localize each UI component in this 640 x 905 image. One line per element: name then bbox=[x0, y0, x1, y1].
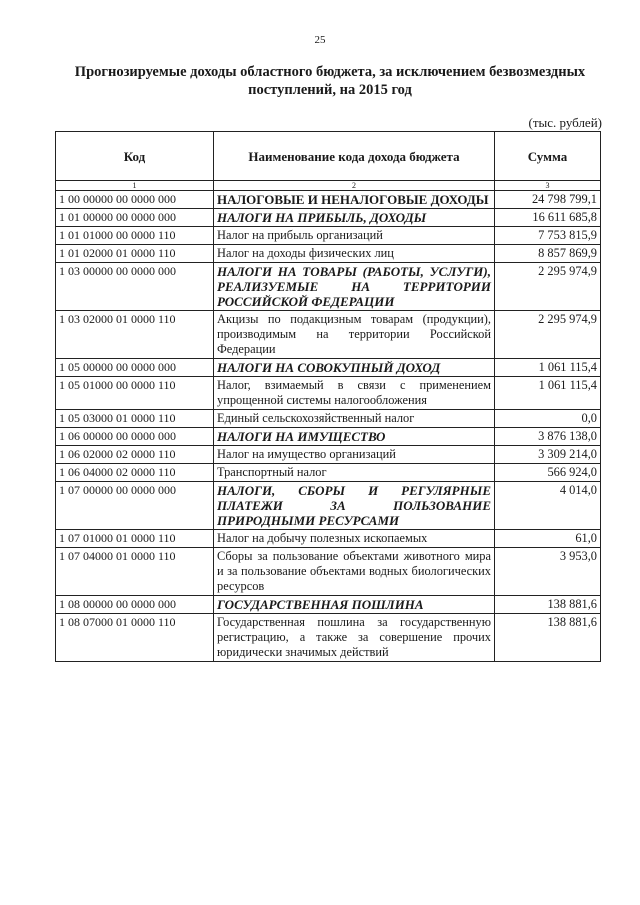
table-row bbox=[56, 530, 601, 548]
row-sum: 138 881,6 bbox=[495, 614, 601, 662]
row-code: 1 06 00000 00 0000 000 bbox=[56, 428, 214, 446]
row-name: НАЛОГИ НА ПРИБЫЛЬ, ДОХОДЫ bbox=[214, 209, 495, 227]
row-name: Государственная пошлина за государственную регистрацию, а также за совершение прочих юридически значимых действий bbox=[214, 614, 495, 662]
row-sum: 3 876 138,0 bbox=[495, 428, 601, 446]
row-name: Налог, взимаемый в связи с применением упрощенной системы налогообложения bbox=[214, 377, 495, 410]
table-row bbox=[56, 446, 601, 464]
row-name: Акцизы по подакцизным товарам (продукции), производимым на территории Российской Федерации bbox=[214, 311, 495, 359]
row-sum: 24 798 799,1 bbox=[495, 191, 601, 209]
row-sum: 3 309 214,0 bbox=[495, 446, 601, 464]
row-name: Налог на добычу полезных ископаемых bbox=[214, 530, 495, 548]
column-number: 3 bbox=[495, 181, 601, 191]
row-sum: 566 924,0 bbox=[495, 464, 601, 482]
table-row bbox=[56, 263, 601, 311]
row-sum: 138 881,6 bbox=[495, 596, 601, 614]
row-name: ГОСУДАРСТВЕННАЯ ПОШЛИНА bbox=[214, 596, 495, 614]
table-row bbox=[56, 209, 601, 227]
row-code: 1 05 03000 01 0000 110 bbox=[56, 410, 214, 428]
row-code: 1 03 02000 01 0000 110 bbox=[56, 311, 214, 359]
table-row bbox=[56, 464, 601, 482]
row-sum: 2 295 974,9 bbox=[495, 311, 601, 359]
table-row bbox=[56, 359, 601, 377]
table-row bbox=[56, 596, 601, 614]
table-row bbox=[56, 245, 601, 263]
row-sum: 8 857 869,9 bbox=[495, 245, 601, 263]
row-name: Налог на имущество организаций bbox=[214, 446, 495, 464]
row-code: 1 07 01000 01 0000 110 bbox=[56, 530, 214, 548]
row-sum: 2 295 974,9 bbox=[495, 263, 601, 311]
row-name: НАЛОГИ НА ТОВАРЫ (РАБОТЫ, УСЛУГИ), РЕАЛИЗУЕМЫЕ НА ТЕРРИТОРИИ РОССИЙСКОЙ ФЕДЕРАЦИИ bbox=[214, 263, 495, 311]
row-code: 1 01 00000 00 0000 000 bbox=[56, 209, 214, 227]
table-row bbox=[56, 428, 601, 446]
row-code: 1 01 01000 00 0000 110 bbox=[56, 227, 214, 245]
row-name: Налог на доходы физических лиц bbox=[214, 245, 495, 263]
row-code: 1 06 02000 02 0000 110 bbox=[56, 446, 214, 464]
row-name: Сборы за пользование объектами животного мира и за пользование объектами водных биологических ресурсов bbox=[214, 548, 495, 596]
row-code: 1 07 00000 00 0000 000 bbox=[56, 482, 214, 530]
column-number-row bbox=[56, 181, 601, 191]
title-line-2: поступлений, на 2015 год bbox=[248, 82, 412, 98]
row-code: 1 05 00000 00 0000 000 bbox=[56, 359, 214, 377]
row-name: НАЛОГОВЫЕ И НЕНАЛОГОВЫЕ ДОХОДЫ bbox=[214, 191, 495, 209]
table-row bbox=[56, 410, 601, 428]
row-name: НАЛОГИ НА СОВОКУПНЫЙ ДОХОД bbox=[214, 359, 495, 377]
row-sum: 16 611 685,8 bbox=[495, 209, 601, 227]
row-code: 1 08 00000 00 0000 000 bbox=[56, 596, 214, 614]
row-name: Единый сельскохозяйственный налог bbox=[214, 410, 495, 428]
row-code: 1 06 04000 02 0000 110 bbox=[56, 464, 214, 482]
row-sum: 1 061 115,4 bbox=[495, 359, 601, 377]
table-row bbox=[56, 548, 601, 596]
table-row bbox=[56, 377, 601, 410]
row-name: Транспортный налог bbox=[214, 464, 495, 482]
row-sum: 7 753 815,9 bbox=[495, 227, 601, 245]
row-code: 1 01 02000 01 0000 110 bbox=[56, 245, 214, 263]
row-sum: 1 061 115,4 bbox=[495, 377, 601, 410]
row-code: 1 05 01000 00 0000 110 bbox=[56, 377, 214, 410]
header-name: Наименование кода дохода бюджета bbox=[214, 132, 495, 181]
table-row bbox=[56, 191, 601, 209]
row-sum: 61,0 bbox=[495, 530, 601, 548]
row-name: Налог на прибыль организаций bbox=[214, 227, 495, 245]
column-number: 1 bbox=[56, 181, 214, 191]
row-sum: 3 953,0 bbox=[495, 548, 601, 596]
header-row bbox=[56, 132, 601, 181]
row-code: 1 07 04000 01 0000 110 bbox=[56, 548, 214, 596]
row-code: 1 08 07000 01 0000 110 bbox=[56, 614, 214, 662]
document-title bbox=[50, 63, 610, 99]
title-line-1: Прогнозируемые доходы областного бюджета, за исключением безвозмездных bbox=[74, 64, 586, 80]
table-body bbox=[56, 191, 601, 662]
revenue-table bbox=[55, 131, 601, 662]
column-number: 2 bbox=[214, 181, 495, 191]
row-code: 1 03 00000 00 0000 000 bbox=[56, 263, 214, 311]
row-sum: 0,0 bbox=[495, 410, 601, 428]
table-row bbox=[56, 482, 601, 530]
row-code: 1 00 00000 00 0000 000 bbox=[56, 191, 214, 209]
table-row bbox=[56, 227, 601, 245]
units-label: (тыс. рублей) bbox=[528, 115, 602, 130]
header-code: Код bbox=[56, 132, 214, 181]
row-sum: 4 014,0 bbox=[495, 482, 601, 530]
table-row bbox=[56, 614, 601, 662]
row-name: НАЛОГИ НА ИМУЩЕСТВО bbox=[214, 428, 495, 446]
header-sum: Сумма bbox=[495, 132, 601, 181]
page-number: 25 bbox=[314, 34, 326, 46]
row-name: НАЛОГИ, СБОРЫ И РЕГУЛЯРНЫЕ ПЛАТЕЖИ ЗА ПОЛЬЗОВАНИЕ ПРИРОДНЫМИ РЕСУРСАМИ bbox=[214, 482, 495, 530]
table-row bbox=[56, 311, 601, 359]
